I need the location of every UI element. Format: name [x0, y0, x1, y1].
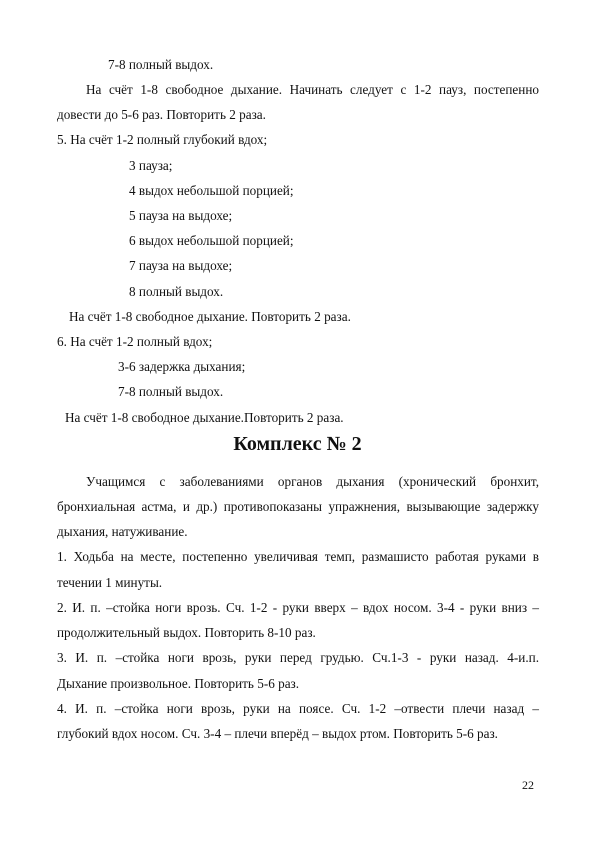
text-line: 6 выдох небольшой порцией; [129, 233, 294, 248]
list-item-line: 2. И. п. –стойка ноги врозь. Сч. 1-2 - руки вверх – вдох носом. 3-4 - руки вниз – [57, 600, 539, 615]
list-item-line: глубокий вдох носом. Сч. 3-4 – плечи вперёд – выдох ртом. Повторить 5-6 раз. [57, 726, 498, 741]
list-item-line: продолжительный выдох. Повторить 8-10 раз. [57, 625, 316, 640]
text-line: довести до 5-6 раз. Повторить 2 раза. [57, 107, 266, 122]
text-line: 3 пауза; [129, 158, 173, 173]
intro-line: бронхиальная астма, и др.) противопоказаны упражнения, вызывающие задержку [57, 499, 539, 514]
intro-line: Учащимся с заболеваниями органов дыхания (хронический бронхит, [86, 474, 539, 489]
text-line: На счёт 1-8 свободное дыхание.Повторить 2 раза. [65, 410, 344, 425]
list-item-line: 4. И. п. –стойка ноги врозь, руки на поясе. Сч. 1-2 –отвести плечи назад – [57, 701, 539, 716]
exercise-6-title: 6. На счёт 1-2 полный вдох; [57, 334, 213, 349]
text-line: 7-8 полный выдох. [118, 384, 224, 399]
page-number: 22 [522, 778, 534, 792]
section-heading: Комплекс № 2 [233, 433, 362, 455]
list-item-line: 1. Ходьба на месте, постепенно увеличивая темп, размашисто работая руками в [57, 549, 539, 564]
text-line: 5 пауза на выдохе; [129, 208, 233, 223]
list-item-line: Дыхание произвольное. Повторить 5-6 раз. [57, 676, 300, 691]
text-line: 7 пауза на выдохе; [129, 258, 233, 273]
text-line: 7-8 полный выдох. [108, 57, 214, 72]
text-line: На счёт 1-8 свободное дыхание. Повторить 2 раза. [69, 309, 351, 324]
text-line: 4 выдох небольшой порцией; [129, 183, 294, 198]
text-line: 3-6 задержка дыхания; [118, 359, 246, 374]
list-item-line: 3. И. п. –стойка ноги врозь, руки перед грудью. Сч.1-3 - руки назад. 4-и.п. [57, 650, 539, 665]
list-item-line: течении 1 минуты. [57, 575, 163, 590]
text-line: 8 полный выдох. [129, 284, 224, 299]
text-line: На счёт 1-8 свободное дыхание. Начинать следует с 1-2 пауз, постепенно [86, 82, 539, 97]
intro-line: дыхания, натуживание. [57, 524, 188, 539]
exercise-5-title: 5. На счёт 1-2 полный глубокий вдох; [57, 132, 268, 147]
